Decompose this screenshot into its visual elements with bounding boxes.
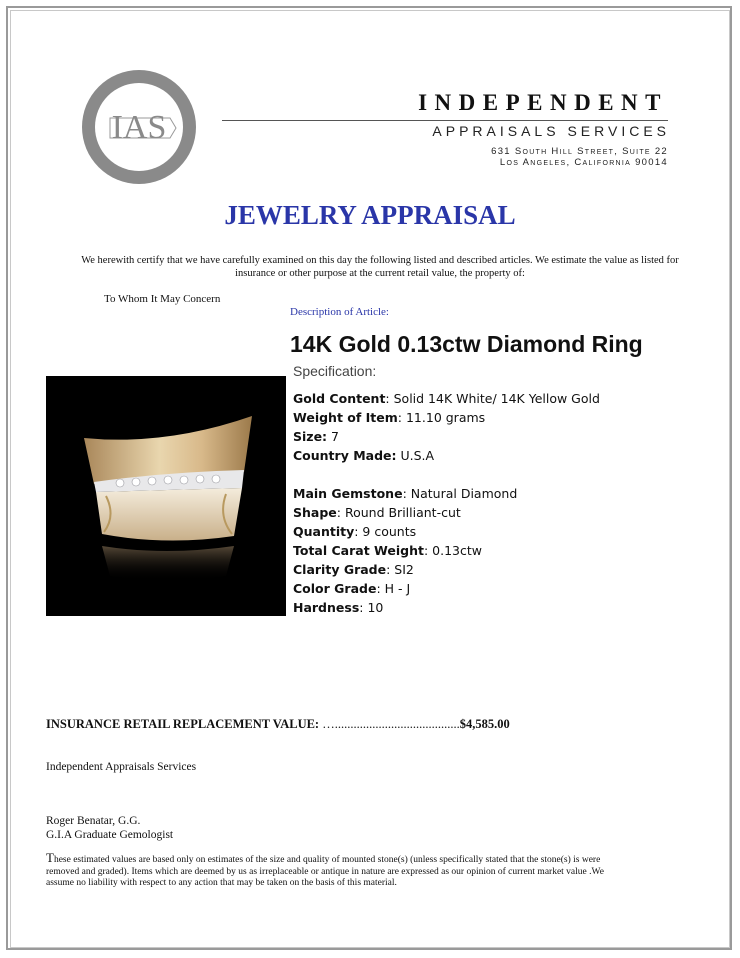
spec-label: Total Carat Weight	[293, 543, 424, 558]
recipient: To Whom It May Concern	[104, 293, 221, 305]
disclaimer-initial: T	[46, 850, 54, 865]
spec-label: Size:	[293, 429, 328, 444]
spec-row	[293, 484, 600, 503]
disclaimer	[46, 852, 606, 890]
spec-value: : 11.10 grams	[397, 410, 486, 425]
address-line-2: Los Angeles, California 90014	[499, 157, 668, 168]
signer-name: Roger Benatar, G.G.	[46, 815, 141, 827]
spec-value: : Solid 14K White/ 14K Yellow Gold	[385, 391, 600, 406]
company-subtitle: APPRAISALS SERVICES	[432, 123, 670, 139]
value-dots: …........................................	[322, 717, 460, 731]
document-title: JEWELRY APPRAISAL	[224, 200, 516, 230]
spec-value: : H - J	[376, 581, 411, 596]
signer-title: G.I.A Graduate Gemologist	[46, 829, 174, 841]
spec-value: : 10	[359, 600, 384, 615]
spec-value: : Round Brilliant-cut	[336, 505, 461, 520]
company-signature: Independent Appraisals Services	[46, 761, 197, 773]
value-amount: $4,585.00	[459, 717, 510, 731]
ias-logo	[80, 68, 198, 186]
spec-value: U.S.A	[396, 448, 435, 463]
spec-row	[293, 541, 600, 560]
logo-initials: IAS	[111, 109, 167, 146]
signer-block	[46, 814, 173, 842]
spec-label: Color Grade	[293, 581, 377, 596]
spec-value: : 0.13ctw	[423, 543, 482, 558]
disclaimer-text: hese estimated values are based only on estimates of the size and quality of mounted stone(s) (unless specifically stated that the stone(s) is were removed and graded). Items which are deemed by us as irreplaceable or antique in nature are expressed as our opinion of current market value .We assume no liability with respect to any action that may be taken on the basis of this material.	[46, 855, 604, 888]
specification-label: Specification:	[293, 363, 377, 379]
spec-row	[293, 579, 600, 598]
spec-label: Gold Content	[293, 391, 386, 406]
spec-label: Main Gemstone	[293, 486, 403, 501]
ring-photo	[46, 376, 286, 616]
item-title: 14K Gold 0.13ctw Diamond Ring	[290, 331, 643, 357]
header-rule	[222, 120, 668, 121]
spec-list	[293, 389, 600, 617]
spec-row	[293, 389, 600, 408]
spec-row	[293, 408, 600, 427]
address-line-1: 631 South Hill Street, Suite 22	[491, 146, 668, 157]
spec-row	[293, 503, 600, 522]
spec-row	[293, 560, 600, 579]
spec-value: : 9 counts	[354, 524, 417, 539]
insurance-value	[46, 717, 510, 732]
spec-value: : Natural Diamond	[402, 486, 518, 501]
spec-row	[293, 522, 600, 541]
spec-label: Quantity	[293, 524, 355, 539]
spec-row	[293, 446, 600, 465]
spec-label: Hardness	[293, 600, 360, 615]
value-label: INSURANCE RETAIL REPLACEMENT VALUE:	[46, 717, 320, 731]
logo-ring-text: Appraisal	[111, 149, 170, 171]
spec-label: Clarity Grade	[293, 562, 387, 577]
certify-text: We herewith certify that we have carefully examined on this day the following listed and described articles. We estimate the value as listed for insurance or other purpose at the current retail value, the property of:	[81, 255, 679, 279]
spec-value: : SI2	[386, 562, 414, 577]
spec-row	[293, 598, 600, 617]
spec-label: Country Made:	[293, 448, 397, 463]
description-label: Description of Article:	[290, 306, 389, 318]
spec-label: Weight of Item	[293, 410, 398, 425]
company-address	[491, 146, 668, 168]
spec-value: 7	[327, 429, 339, 444]
company-name: INDEPENDENT	[418, 90, 668, 115]
spec-row	[293, 427, 600, 446]
spec-label: Shape	[293, 505, 337, 520]
